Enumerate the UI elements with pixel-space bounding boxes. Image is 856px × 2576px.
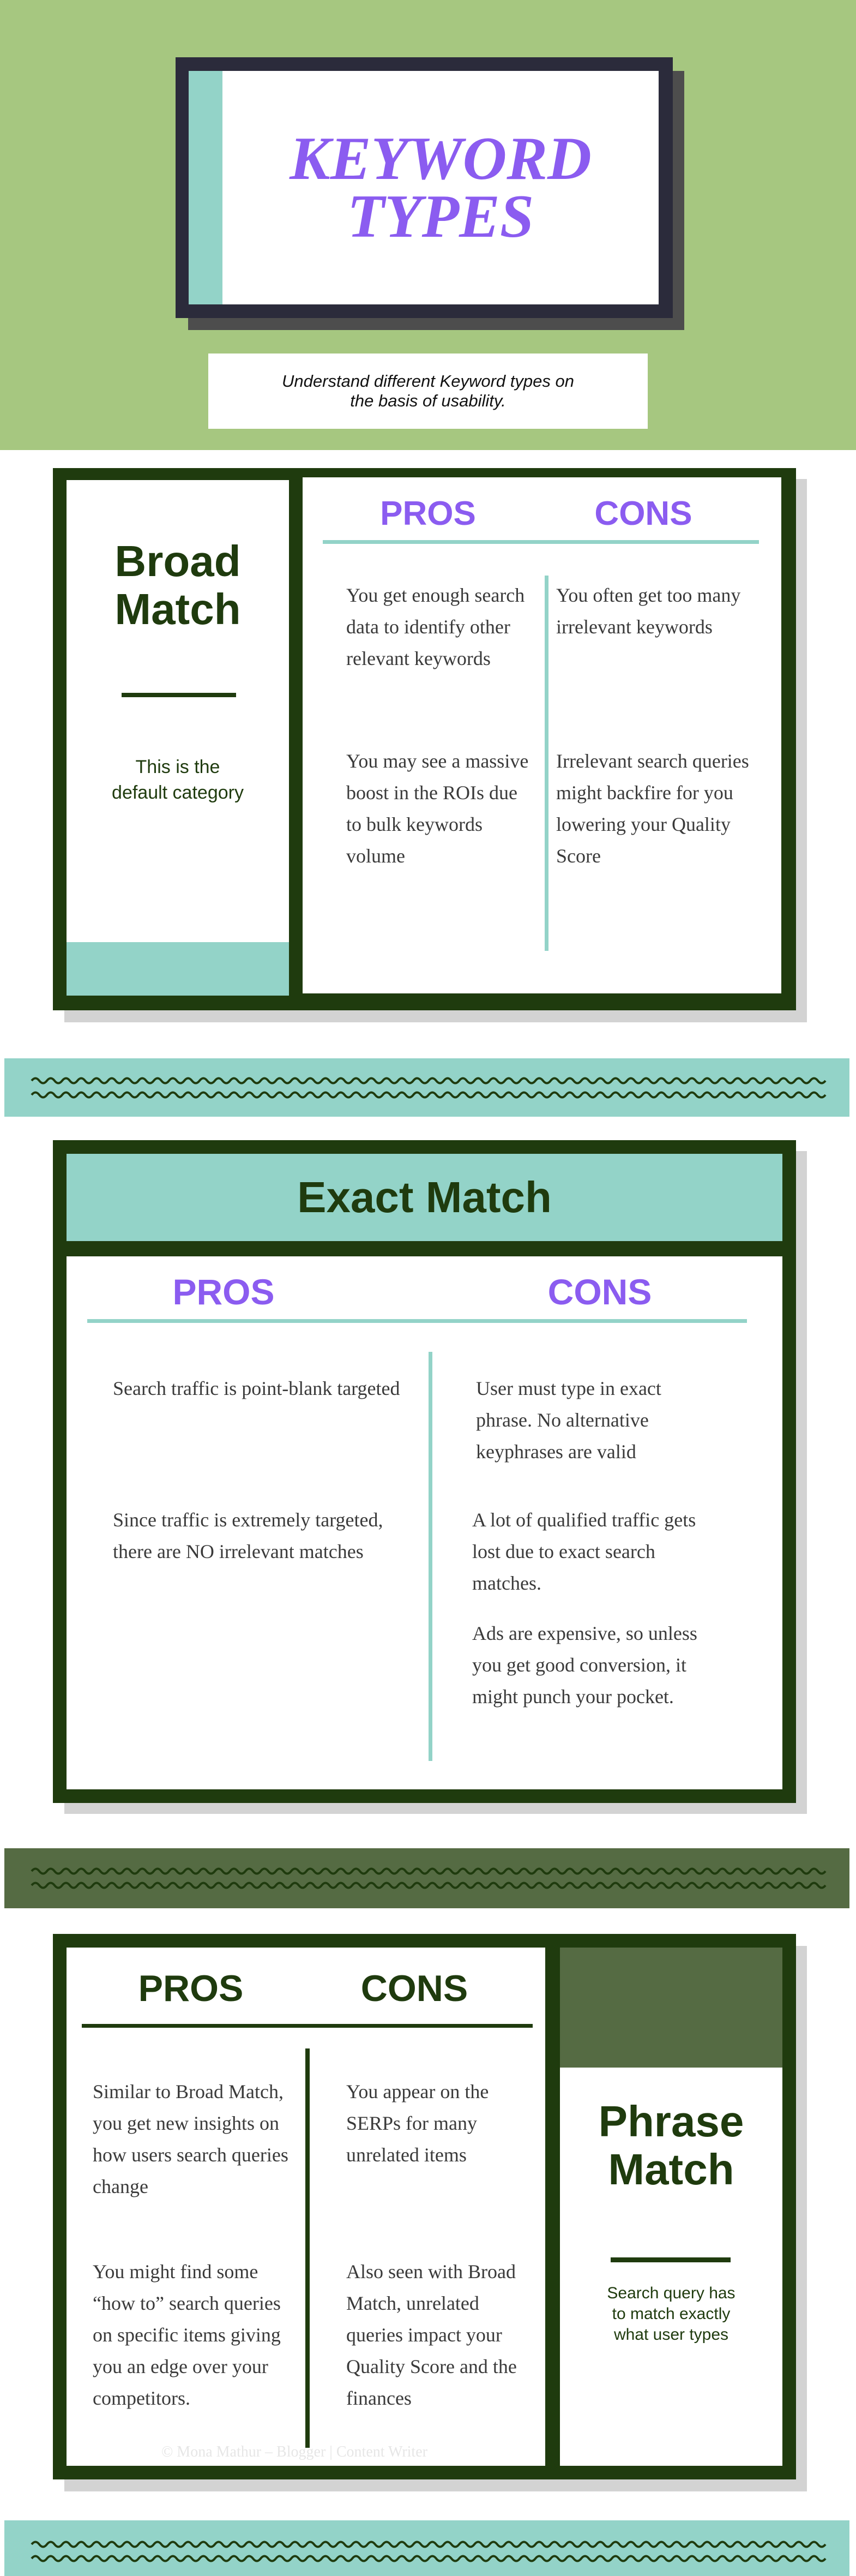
exact-pros-heading: PROS bbox=[172, 1272, 275, 1312]
phrase-pro-2: You might find some “how to” search queries on specific items giving you an edge over your competitors. bbox=[93, 2261, 281, 2409]
broad-title bbox=[67, 537, 289, 633]
phrase-heading-rule bbox=[82, 2024, 533, 2028]
watermark: © Mona Mathur – Blogger | Content Writer bbox=[161, 2443, 427, 2460]
page-title-line2: TYPES bbox=[347, 183, 534, 250]
exact-con-2: A lot of qualified traffic gets lost due to exact search matches. bbox=[472, 1509, 696, 1594]
phrase-title bbox=[560, 2098, 782, 2194]
phrase-con-2: Also seen with Broad Match, unrelated queries impact your Quality Score and the finances bbox=[346, 2261, 517, 2409]
broad-title-line2: Match bbox=[114, 585, 241, 633]
phrase-cons-heading: CONS bbox=[360, 1968, 468, 2009]
page-subtitle: Understand different Keyword types on the basis of usability. bbox=[208, 354, 648, 429]
broad-con-1: You often get too many irrelevant keywords bbox=[556, 584, 741, 638]
wave-divider-2 bbox=[4, 1848, 849, 1908]
broad-note-line1: This is the bbox=[135, 757, 220, 777]
wave-divider-3 bbox=[4, 2520, 849, 2576]
phrase-title-line2: Match bbox=[608, 2145, 734, 2194]
title-card-accent bbox=[189, 71, 222, 304]
exact-title: Exact Match bbox=[297, 1173, 552, 1221]
wave-divider-1 bbox=[4, 1058, 849, 1117]
broad-title-underline bbox=[122, 693, 236, 697]
exact-column-divider bbox=[429, 1352, 432, 1761]
broad-title-line1: Broad bbox=[114, 537, 241, 585]
phrase-title-line1: Phrase bbox=[598, 2097, 744, 2146]
wave-divider-icon bbox=[4, 2536, 849, 2568]
page-title bbox=[222, 71, 659, 304]
broad-cons-heading: CONS bbox=[594, 495, 692, 532]
broad-note bbox=[67, 754, 289, 806]
phrase-column-divider bbox=[305, 2048, 310, 2448]
phrase-pro-1: Similar to Broad Match, you get new insights on how users search queries change bbox=[93, 2081, 288, 2197]
wave-divider-icon bbox=[4, 1862, 849, 1895]
phrase-side-accent bbox=[560, 1948, 782, 2068]
exact-heading-rule bbox=[87, 1319, 747, 1323]
exact-pro-2: Since traffic is extremely targeted, there are NO irrelevant matches bbox=[113, 1509, 383, 1562]
exact-con-3: Ads are expensive, so unless you get good conversion, it might punch your pocket. bbox=[472, 1622, 697, 1708]
page-title-line1: KEYWORD bbox=[290, 125, 592, 193]
exact-con-1: User must type in exact phrase. No alternative keyphrases are valid bbox=[476, 1377, 661, 1463]
phrase-note: Search query has to match exactly what user types bbox=[607, 2284, 736, 2344]
broad-column-divider bbox=[545, 576, 548, 951]
broad-pro-1: You get enough search data to identify other relevant keywords bbox=[346, 584, 525, 669]
exact-cons-heading: CONS bbox=[547, 1272, 652, 1312]
broad-side-accent bbox=[67, 942, 289, 996]
phrase-title-underline bbox=[611, 2257, 731, 2262]
broad-note-line2: default category bbox=[112, 782, 244, 803]
broad-pro-2: You may see a massive boost in the ROIs due to bulk keywords volume bbox=[346, 750, 529, 867]
phrase-con-1: You appear on the SERPs for many unrelated items bbox=[346, 2081, 489, 2166]
phrase-pros-heading: PROS bbox=[138, 1968, 244, 2009]
broad-con-2: Irrelevant search queries might backfire for you lowering your Quality Score bbox=[556, 750, 749, 867]
broad-proscons-panel bbox=[303, 477, 781, 993]
broad-pros-heading: PROS bbox=[380, 495, 476, 532]
exact-pro-1: Search traffic is point-blank targeted bbox=[113, 1377, 400, 1399]
broad-heading-rule bbox=[323, 540, 759, 544]
wave-divider-icon bbox=[4, 1072, 849, 1105]
